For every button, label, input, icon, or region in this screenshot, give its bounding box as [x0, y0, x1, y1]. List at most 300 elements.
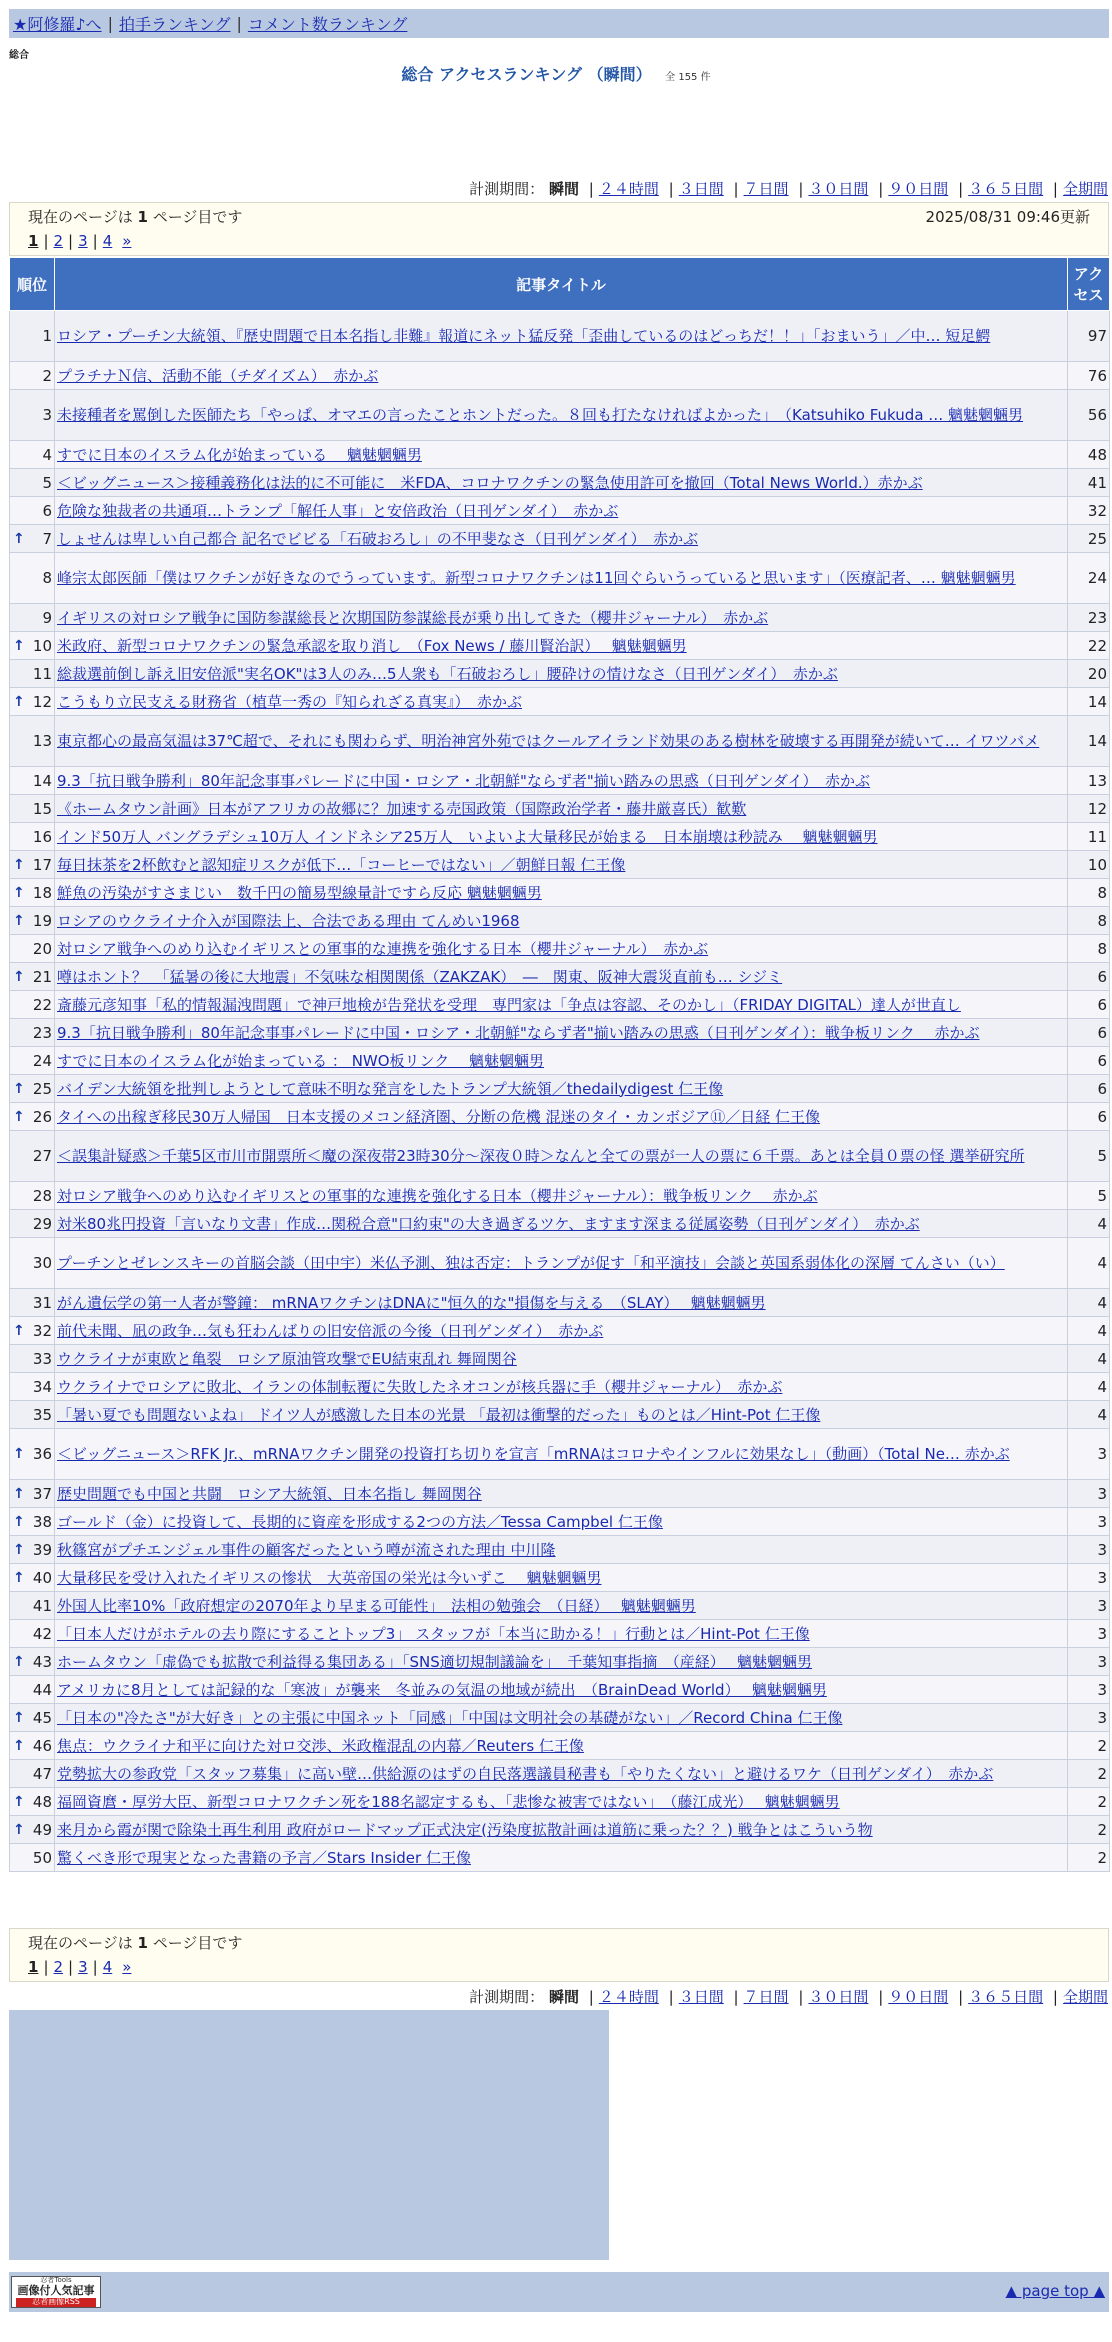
rank-up-arrow-icon: ↑ — [13, 1541, 25, 1558]
rank-up-arrow-icon: ↑ — [13, 1485, 25, 1502]
access-count: 6 — [1068, 1047, 1110, 1075]
access-count: 6 — [1068, 1019, 1110, 1047]
table-row — [10, 1480, 1110, 1508]
period-label: 計測期間： — [469, 1988, 545, 2006]
title-cell — [55, 767, 1068, 795]
rank-cell — [10, 795, 55, 823]
rank-up-arrow-icon: ↑ — [13, 1080, 25, 1097]
page-link-1[interactable]: 1 — [28, 232, 39, 250]
rank-up-arrow-icon: ↑ — [13, 1793, 25, 1810]
rank-number: 50 — [32, 1848, 52, 1867]
title-cell — [55, 1816, 1068, 1844]
rank-cell — [10, 632, 55, 660]
access-count: 6 — [1068, 963, 1110, 991]
table-row — [10, 823, 1110, 851]
article-link[interactable]: タイへの出稼ぎ移民30万人帰国 日本支援のメコン経済圏、分断の危機 混迷のタイ・カンボジア⑪／日経 仁王像 — [57, 1107, 821, 1126]
rank-cell — [10, 1480, 55, 1508]
table-row — [10, 362, 1110, 390]
nav-link-asyura[interactable]: ★阿修羅♪へ — [13, 15, 102, 34]
title-cell — [55, 1788, 1068, 1816]
rank-cell — [10, 963, 55, 991]
access-count: 12 — [1068, 795, 1110, 823]
access-count: 41 — [1068, 469, 1110, 497]
period-3d[interactable]: ３日間 — [678, 180, 724, 198]
access-count: 20 — [1068, 660, 1110, 688]
title-cell — [55, 469, 1068, 497]
article-link[interactable]: ウクライナでロシアに敗北、イランの体制転覆に失敗したネオコンが核兵器に手（櫻井ジャーナル） 赤かぶ — [57, 1377, 783, 1396]
access-count: 3 — [1068, 1508, 1110, 1536]
table-row — [10, 1676, 1110, 1704]
access-count: 14 — [1068, 716, 1110, 767]
title-cell — [55, 1345, 1068, 1373]
rank-number: 7 — [42, 529, 52, 548]
table-row — [10, 660, 1110, 688]
period-all[interactable]: 全期間 — [1062, 1988, 1108, 2006]
table-row — [10, 767, 1110, 795]
page-link-4[interactable]: 4 — [102, 232, 113, 250]
access-count: 4 — [1068, 1345, 1110, 1373]
access-count: 4 — [1068, 1317, 1110, 1345]
updated-timestamp: 2025/08/31 09:46更新 — [925, 208, 1090, 226]
rank-up-arrow-icon: ↑ — [13, 1322, 25, 1339]
rank-cell — [10, 660, 55, 688]
rank-number: 6 — [42, 501, 52, 520]
access-count: 23 — [1068, 604, 1110, 632]
table-row — [10, 1536, 1110, 1564]
header-rank: 順位 — [10, 258, 55, 311]
period-current: 瞬間 — [548, 1988, 579, 2006]
rank-up-arrow-icon: ↑ — [13, 1709, 25, 1726]
total-count: 全 155 件 — [665, 72, 711, 83]
rank-number: 25 — [32, 1079, 52, 1098]
access-count: 3 — [1068, 1676, 1110, 1704]
rank-cell — [10, 525, 55, 553]
title-cell — [55, 553, 1068, 604]
article-link[interactable]: 前代未聞、凪の政争…気も狂わんばりの旧安倍派の今後（日刊ゲンダイ） 赤かぶ — [57, 1321, 604, 1340]
rank-up-arrow-icon: ↑ — [13, 884, 25, 901]
article-link[interactable]: ＜誤集計疑惑＞千葉5区市川市開票所＜魔の深夜帯23時30分〜深夜０時＞なんと全ての票が一人の票に６千票。あとは全員０票の怪 選挙研究所 — [57, 1147, 1025, 1165]
rank-cell — [10, 1760, 55, 1788]
rank-up-arrow-icon: ↑ — [13, 1446, 25, 1462]
title-cell — [55, 1564, 1068, 1592]
rank-cell — [10, 1508, 55, 1536]
rank-cell — [10, 767, 55, 795]
article-link[interactable]: ロシア・プーチン大統領、『歴史問題で日本名指し非難』報道にネット猛反発「歪曲しているのはどっちだ！！」「おまいう」／中… 短足鰐 — [57, 327, 991, 345]
article-link[interactable]: ウクライナが東欧と亀裂 ロシア原油管攻撃でEU結束乱れ 舞岡関谷 — [57, 1349, 517, 1368]
rank-number: 31 — [32, 1293, 52, 1312]
article-link[interactable]: 驚くべき形で現実となった書籍の予言／Stars Insider 仁王像 — [57, 1848, 471, 1867]
article-link[interactable]: 「暑い夏でも問題ないよね」 ドイツ人が感激した日本の光景 「最初は衝撃的だった」ものとは／Hint-Pot 仁王像 — [57, 1405, 821, 1424]
nav-link-comment-ranking[interactable]: コメント数ランキング — [247, 15, 408, 34]
period-365d[interactable]: ３６５日間 — [968, 180, 1044, 198]
rank-cell — [10, 1238, 55, 1289]
article-link[interactable]: ＜ビッグニュース＞RFK Jr.、mRNAワクチン開発の投資打ち切りを宣言「mRNAはコロナやインフルに効果なし」（動画）（Total Ne… 赤かぶ — [57, 1445, 1010, 1463]
access-count: 4 — [1068, 1238, 1110, 1289]
title-cell — [55, 1238, 1068, 1289]
article-link[interactable]: しょせんは卑しい自己都合 記名でビビる「石破おろし」の不甲斐なさ（日刊ゲンダイ） 赤かぶ — [57, 529, 699, 548]
access-count: 32 — [1068, 497, 1110, 525]
period-24h[interactable]: ２４時間 — [598, 1988, 659, 2006]
title-cell — [55, 851, 1068, 879]
access-count: 2 — [1068, 1844, 1110, 1872]
access-count: 11 — [1068, 823, 1110, 851]
rank-cell — [10, 1844, 55, 1872]
access-count: 8 — [1068, 879, 1110, 907]
page-link-3[interactable]: 3 — [78, 1958, 88, 1976]
article-link[interactable]: 斎藤元彦知事「私的情報漏洩問題」で神戸地検が告発状を受理 専門家は「争点は容認、そのかし」（FRIDAY DIGITAL）達人が世直し — [57, 995, 961, 1014]
title-cell — [55, 1704, 1068, 1732]
article-link[interactable]: 歴史問題でも中国と共闘 ロシア大統領、日本名指し 舞岡関谷 — [57, 1484, 482, 1503]
page-link-4[interactable]: 4 — [102, 1958, 113, 1976]
article-link[interactable]: 「日本の"冷たさ"が大好き」との主張に中国ネット「同感」「中国は文明社会の基礎がない」／Record China 仁王像 — [57, 1708, 843, 1727]
page-link-3[interactable]: 3 — [78, 232, 88, 250]
title-cell — [55, 795, 1068, 823]
title-cell — [55, 660, 1068, 688]
access-count: 4 — [1068, 1289, 1110, 1317]
rank-number: 32 — [32, 1321, 52, 1340]
rank-cell — [10, 1289, 55, 1317]
rank-number: 46 — [32, 1736, 52, 1755]
rank-number: 24 — [32, 1051, 52, 1070]
access-count: 3 — [1068, 1536, 1110, 1564]
rank-cell — [10, 604, 55, 632]
table-row — [10, 1373, 1110, 1401]
access-count: 4 — [1068, 1401, 1110, 1429]
rank-cell — [10, 1047, 55, 1075]
rank-up-arrow-icon: ↑ — [13, 856, 25, 873]
title-cell — [55, 1131, 1068, 1182]
article-link[interactable]: 総裁選前倒し訴え旧安倍派"実名OK"は3人のみ…5人衆も「石破おろし」腰砕けの情けなさ（日刊ゲンダイ） 赤かぶ — [57, 664, 838, 683]
rank-number: 22 — [32, 995, 52, 1014]
access-count: 97 — [1068, 311, 1110, 362]
article-link[interactable]: 噂はホント？ 「猛暑の後に大地震」不気味な相関関係（ZAKZAK） ― 関東、阪神大震災直前も… シジミ — [57, 967, 783, 986]
rank-up-arrow-icon: ↑ — [13, 1108, 25, 1125]
table-row — [10, 688, 1110, 716]
table-row — [10, 1210, 1110, 1238]
article-link[interactable]: 東京都心の最高気温は37℃超で、それにも関わらず、明治神宮外苑ではクールアイランド効果のある樹林を破壊する再開発が続いて… イワツバメ — [57, 732, 1040, 750]
rank-up-arrow-icon: ↑ — [13, 1737, 25, 1754]
rank-cell — [10, 1704, 55, 1732]
table-row — [10, 1564, 1110, 1592]
table-row — [10, 390, 1110, 441]
rank-number: 11 — [32, 664, 52, 683]
article-link[interactable]: 福岡資麿・厚労大臣、新型コロナワクチン死を188名認定するも、「悲惨な被害ではない」 （藤江成光） 魑魅魍魎男 — [57, 1792, 840, 1811]
title-cell — [55, 1844, 1068, 1872]
title-cell — [55, 1480, 1068, 1508]
article-link[interactable]: 未接種者を罵倒した医師たち「やっぱ、オマエの言ったことホントだった。８回も打たなければよかった」 （Katsuhiko Fukuda … 魑魅魍魎男 — [57, 406, 1024, 424]
access-count: 3 — [1068, 1564, 1110, 1592]
access-count: 14 — [1068, 688, 1110, 716]
access-count: 3 — [1068, 1592, 1110, 1620]
table-row — [10, 1019, 1110, 1047]
article-link[interactable]: 9.3「抗日戦争勝利」80年記念事事パレードに中国・ロシア・北朝鮮"ならず者"揃い踏みの思惑（日刊ゲンダイ） 赤かぶ — [57, 771, 871, 790]
period-label: 計測期間： — [469, 180, 545, 198]
rank-number: 40 — [32, 1568, 52, 1587]
rank-up-arrow-icon: ↑ — [13, 1653, 25, 1670]
rank-cell — [10, 362, 55, 390]
rank-cell — [10, 1564, 55, 1592]
article-link[interactable]: 対ロシア戦争へのめり込むイギリスとの軍事的な連携を強化する日本（櫻井ジャーナル）：戦争板リンク 赤かぶ — [57, 1186, 818, 1205]
rank-number: 18 — [32, 883, 52, 902]
ninja-tools-logo[interactable]: 忍者Tools 画像付人気記事 忍者画像RSS — [11, 2276, 101, 2308]
rank-number: 21 — [32, 967, 52, 986]
title-cell — [55, 1620, 1068, 1648]
rank-number: 41 — [32, 1596, 52, 1615]
period-90d[interactable]: ９０日間 — [888, 180, 949, 198]
rank-cell — [10, 441, 55, 469]
access-count: 3 — [1068, 1620, 1110, 1648]
rank-cell — [10, 1075, 55, 1103]
table-row — [10, 1103, 1110, 1131]
rank-number: 12 — [32, 692, 52, 711]
article-link[interactable]: プラチナＮ信、活動不能（チダイズム） 赤かぶ — [57, 366, 379, 385]
period-all[interactable]: 全期間 — [1062, 180, 1108, 198]
article-link[interactable]: すでに日本のイスラム化が始まっている ： NWO板リンク 魑魅魍魎男 — [57, 1051, 545, 1070]
period-3d[interactable]: ３日間 — [678, 1988, 724, 2006]
rank-cell — [10, 1182, 55, 1210]
table-row — [10, 1508, 1110, 1536]
article-link[interactable]: 《ホームタウン計画》日本がアフリカの故郷に？加速する売国政策（国際政治学者・藤井厳喜氏）歓歎 — [57, 799, 747, 818]
rank-number: 47 — [32, 1764, 52, 1783]
rank-cell — [10, 311, 55, 362]
article-link[interactable]: 対米80兆円投資「言いなり文書」作成…関税合意"口約束"の大き過ぎるツケ、ますます深まる従属姿勢（日刊ゲンダイ） 赤かぶ — [57, 1214, 920, 1233]
table-row — [10, 935, 1110, 963]
title-cell — [55, 879, 1068, 907]
rank-cell — [10, 1676, 55, 1704]
rank-cell — [10, 1317, 55, 1345]
rank-cell — [10, 1592, 55, 1620]
period-24h[interactable]: ２４時間 — [598, 180, 659, 198]
page-next-link[interactable]: » — [122, 232, 132, 250]
rank-number: 34 — [32, 1377, 52, 1396]
period-selector-bottom: 計測期間： 瞬間 | ２４時間 | ３日間 | ７日間 | ３０日間 | ９０日間 | ３６５日間 | 全期間 — [469, 1988, 1108, 2006]
article-link[interactable]: 米政府、新型コロナワクチンの緊急承認を取り消し （Fox News / 藤川賢治訳） 魑魅魍魎男 — [57, 636, 687, 655]
article-link[interactable]: がん遺伝学の第一人者が警鐘： mRNAワクチンはDNAに"恒久的な"損傷を与える （SLAY） 魑魅魍魎男 — [57, 1293, 766, 1312]
table-row — [10, 1075, 1110, 1103]
article-link[interactable]: ＜ビッグニュース＞接種義務化は法的に不可能に 米FDA、コロナワクチンの緊急使用許可を撤回（Total News World.）赤かぶ — [57, 473, 923, 492]
rank-cell — [10, 879, 55, 907]
period-7d[interactable]: ７日間 — [743, 180, 789, 198]
rank-cell — [10, 935, 55, 963]
access-count: 2 — [1068, 1816, 1110, 1844]
page-top-link[interactable]: ▲ page top ▲ — [1005, 2282, 1105, 2300]
access-count: 4 — [1068, 1210, 1110, 1238]
table-row — [10, 497, 1110, 525]
access-count: 6 — [1068, 991, 1110, 1019]
current-page-text: 現在のページは 1 ページ目です — [28, 1934, 243, 1952]
table-row — [10, 1238, 1110, 1289]
rank-number: 48 — [32, 1792, 52, 1811]
article-link[interactable]: 焦点：ウクライナ和平に向けた対ロ交渉、米政権混乱の内幕／Reuters 仁王像 — [57, 1736, 584, 1755]
access-count: 8 — [1068, 935, 1110, 963]
title-cell — [55, 1075, 1068, 1103]
title-cell — [55, 1429, 1068, 1480]
table-row — [10, 441, 1110, 469]
rank-number: 36 — [32, 1445, 52, 1463]
page-link-2[interactable]: 2 — [53, 232, 64, 250]
rank-number: 9 — [42, 608, 52, 627]
access-count: 24 — [1068, 553, 1110, 604]
title-cell — [55, 604, 1068, 632]
header-access: アクセス — [1068, 258, 1110, 311]
rank-cell — [10, 907, 55, 935]
title-cell — [55, 716, 1068, 767]
page-title — [0, 62, 1112, 85]
rank-number: 4 — [42, 445, 52, 464]
table-row — [10, 907, 1110, 935]
rank-number: 39 — [32, 1540, 52, 1559]
rank-number: 23 — [32, 1023, 52, 1042]
article-link[interactable]: 大量移民を受け入れたイギリスの惨状 大英帝国の栄光は今いずこ 魑魅魍魎男 — [57, 1568, 602, 1587]
title-cell — [55, 311, 1068, 362]
rank-up-arrow-icon: ↑ — [13, 637, 25, 654]
access-count: 76 — [1068, 362, 1110, 390]
access-count: 10 — [1068, 851, 1110, 879]
access-count: 6 — [1068, 1075, 1110, 1103]
title-cell — [55, 935, 1068, 963]
article-link[interactable]: アメリカに8月としては記録的な「寒波」が襲来 冬並みの気温の地域が続出 （BrainDead World） 魑魅魍魎男 — [57, 1680, 827, 1699]
article-link[interactable]: 「日本人だけがホテルの去り際にすることトップ3」 スタッフが「本当に助かる！」行動とは／Hint-Pot 仁王像 — [57, 1624, 810, 1643]
access-count: 4 — [1068, 1373, 1110, 1401]
article-link[interactable]: イギリスの対ロシア戦争に国防参謀総長と次期国防参謀総長が乗り出してきた（櫻井ジャーナル） 赤かぶ — [57, 608, 769, 627]
top-nav-bar — [9, 9, 1109, 38]
rank-cell — [10, 1429, 55, 1480]
rank-cell — [10, 716, 55, 767]
rank-number: 8 — [42, 569, 52, 587]
title-cell — [55, 1676, 1068, 1704]
title-cell — [55, 688, 1068, 716]
period-30d[interactable]: ３０日間 — [808, 180, 869, 198]
article-link[interactable]: 9.3「抗日戦争勝利」80年記念事事パレードに中国・ロシア・北朝鮮"ならず者"揃い踏みの思惑（日刊ゲンダイ）：戦争板リンク 赤かぶ — [57, 1023, 980, 1042]
rank-up-arrow-icon: ↑ — [13, 912, 25, 929]
rank-number: 3 — [42, 406, 52, 424]
title-cell — [55, 362, 1068, 390]
article-link[interactable]: 鮮魚の汚染がすさまじい 数千円の簡易型線量計ですら反応 魑魅魍魎男 — [57, 883, 542, 902]
access-count: 5 — [1068, 1131, 1110, 1182]
rank-cell — [10, 1373, 55, 1401]
rank-number: 13 — [32, 732, 52, 750]
rank-cell — [10, 1210, 55, 1238]
footer-bar — [9, 2272, 1109, 2312]
article-link[interactable]: 峰宗太郎医師「僕はワクチンが好きなのでうっています。新型コロナワクチンは11回ぐらいうっていると思います」（医療記者、… 魑魅魍魎男 — [57, 569, 1016, 587]
article-link[interactable]: こうもり立民支える財務省（植草一秀の『知られざる真実』） 赤かぶ — [57, 692, 523, 711]
rank-number: 30 — [32, 1254, 52, 1272]
title-cell — [55, 1592, 1068, 1620]
rank-cell — [10, 1131, 55, 1182]
pager-top: 現在のページは 1 ページ目です 2025/08/31 09:46更新 1 | 2 | 3 | 4 » — [9, 202, 1109, 256]
rank-number: 15 — [32, 799, 52, 818]
access-count: 13 — [1068, 767, 1110, 795]
page-link-2[interactable]: 2 — [53, 1958, 64, 1976]
page-title-text: 総合 アクセスランキング （瞬間） — [401, 65, 652, 84]
title-cell — [55, 1508, 1068, 1536]
article-link[interactable]: 対ロシア戦争へのめり込むイギリスとの軍事的な連携を強化する日本（櫻井ジャーナル） 赤かぶ — [57, 939, 709, 958]
rank-number: 26 — [32, 1107, 52, 1126]
period-30d[interactable]: ３０日間 — [808, 1988, 869, 2006]
access-count: 6 — [1068, 1103, 1110, 1131]
table-row — [10, 469, 1110, 497]
title-cell — [55, 991, 1068, 1019]
rank-number: 14 — [32, 771, 52, 790]
table-row — [10, 1704, 1110, 1732]
article-link[interactable]: 来月から霞が関で除染土再生利用 政府がロードマップ正式決定(汚染度拡散計画は道筋に乗った？？) 戦争とはこういう物 — [57, 1820, 873, 1839]
table-row — [10, 553, 1110, 604]
page-link-1[interactable]: 1 — [28, 1958, 39, 1976]
period-365d[interactable]: ３６５日間 — [968, 1988, 1044, 2006]
article-link[interactable]: ロシアのウクライナ介入が国際法上、合法である理由 てんめい1968 — [57, 911, 520, 930]
article-link[interactable]: 党勢拡大の参政党「スタッフ募集」に高い壁…供給源のはずの自民落選議員秘書も「やりたくない」と避けるワケ（日刊ゲンダイ） 赤かぶ — [57, 1764, 994, 1783]
rank-number: 44 — [32, 1680, 52, 1699]
article-link[interactable]: プーチンとゼレンスキーの首脳会談（田中宇）米仏予測、独は否定：トランプが促す「和平演技」会談と英国系弱体化の深層 てんさい（い） — [57, 1254, 1005, 1272]
rank-number: 42 — [32, 1624, 52, 1643]
title-cell — [55, 963, 1068, 991]
table-row — [10, 1345, 1110, 1373]
rank-cell — [10, 1019, 55, 1047]
period-7d[interactable]: ７日間 — [743, 1988, 789, 2006]
nav-separator: | — [236, 14, 242, 33]
access-count: 25 — [1068, 525, 1110, 553]
title-cell — [55, 1732, 1068, 1760]
table-row — [10, 525, 1110, 553]
article-link[interactable]: 危険な独裁者の共通項…トランプ「解任人事」と安倍政治（日刊ゲンダイ） 赤かぶ — [57, 501, 619, 520]
article-link[interactable]: すでに日本のイスラム化が始まっている 魑魅魍魎男 — [57, 445, 422, 464]
table-row — [10, 1182, 1110, 1210]
title-cell — [55, 632, 1068, 660]
rank-cell — [10, 1788, 55, 1816]
rank-up-arrow-icon: ↑ — [13, 693, 25, 710]
rank-cell — [10, 688, 55, 716]
period-90d[interactable]: ９０日間 — [888, 1988, 949, 2006]
access-count: 2 — [1068, 1732, 1110, 1760]
title-cell — [55, 1103, 1068, 1131]
article-link[interactable]: 秋篠宮がプチエンジェル事件の顧客だったという噂が流された理由 中川隆 — [57, 1540, 556, 1559]
title-cell — [55, 1210, 1068, 1238]
rank-number: 10 — [32, 636, 52, 655]
article-link[interactable]: ホームタウン「虚偽でも拡散で利益得る集団ある」「SNS適切規制議論を」 千葉知事指摘 （産経） 魑魅魍魎男 — [57, 1652, 813, 1671]
article-link[interactable]: バイデン大統領を批判しようとして意味不明な発言をしたトランプ大統領／thedailydigest 仁王像 — [57, 1079, 724, 1098]
title-cell — [55, 497, 1068, 525]
rank-cell — [10, 1345, 55, 1373]
title-cell — [55, 1047, 1068, 1075]
table-row — [10, 1788, 1110, 1816]
period-selector-top: 計測期間： 瞬間 | ２４時間 | ３日間 | ７日間 | ３０日間 | ９０日間 | ３６５日間 | 全期間 — [469, 180, 1108, 198]
nav-link-clap-ranking[interactable]: 拍手ランキング — [118, 15, 231, 34]
rank-cell — [10, 469, 55, 497]
page-next-link[interactable]: » — [122, 1958, 132, 1976]
title-cell — [55, 1536, 1068, 1564]
rank-number: 43 — [32, 1652, 52, 1671]
table-row — [10, 1317, 1110, 1345]
article-link[interactable]: ゴールド（金）に投資して、長期的に資産を形成する2つの方法／Tessa Campbel 仁王像 — [57, 1512, 663, 1531]
title-cell — [55, 1289, 1068, 1317]
table-row — [10, 1844, 1110, 1872]
table-row — [10, 311, 1110, 362]
ranking-table — [9, 257, 1110, 1872]
rank-number: 20 — [32, 939, 52, 958]
article-link[interactable]: 毎日抹茶を2杯飲むと認知症リスクが低下…「コーヒーではない」／朝鮮日報 仁王像 — [57, 855, 626, 874]
rank-cell — [10, 1103, 55, 1131]
rank-number: 27 — [32, 1147, 52, 1165]
access-count: 3 — [1068, 1648, 1110, 1676]
table-row — [10, 1732, 1110, 1760]
rank-cell — [10, 1816, 55, 1844]
rank-number: 2 — [42, 366, 52, 385]
rank-number: 17 — [32, 855, 52, 874]
article-link[interactable]: インド50万人 バングラデシュ10万人 インドネシア25万人 いよいよ大量移民が始まる 日本崩壊は秒読み 魑魅魍魎男 — [57, 827, 878, 846]
access-count: 5 — [1068, 1182, 1110, 1210]
article-link[interactable]: 外国人比率10%「政府想定の2070年より早まる可能性」 法相の勉強会 （日経） 魑魅魍魎男 — [57, 1596, 696, 1615]
rank-cell — [10, 991, 55, 1019]
